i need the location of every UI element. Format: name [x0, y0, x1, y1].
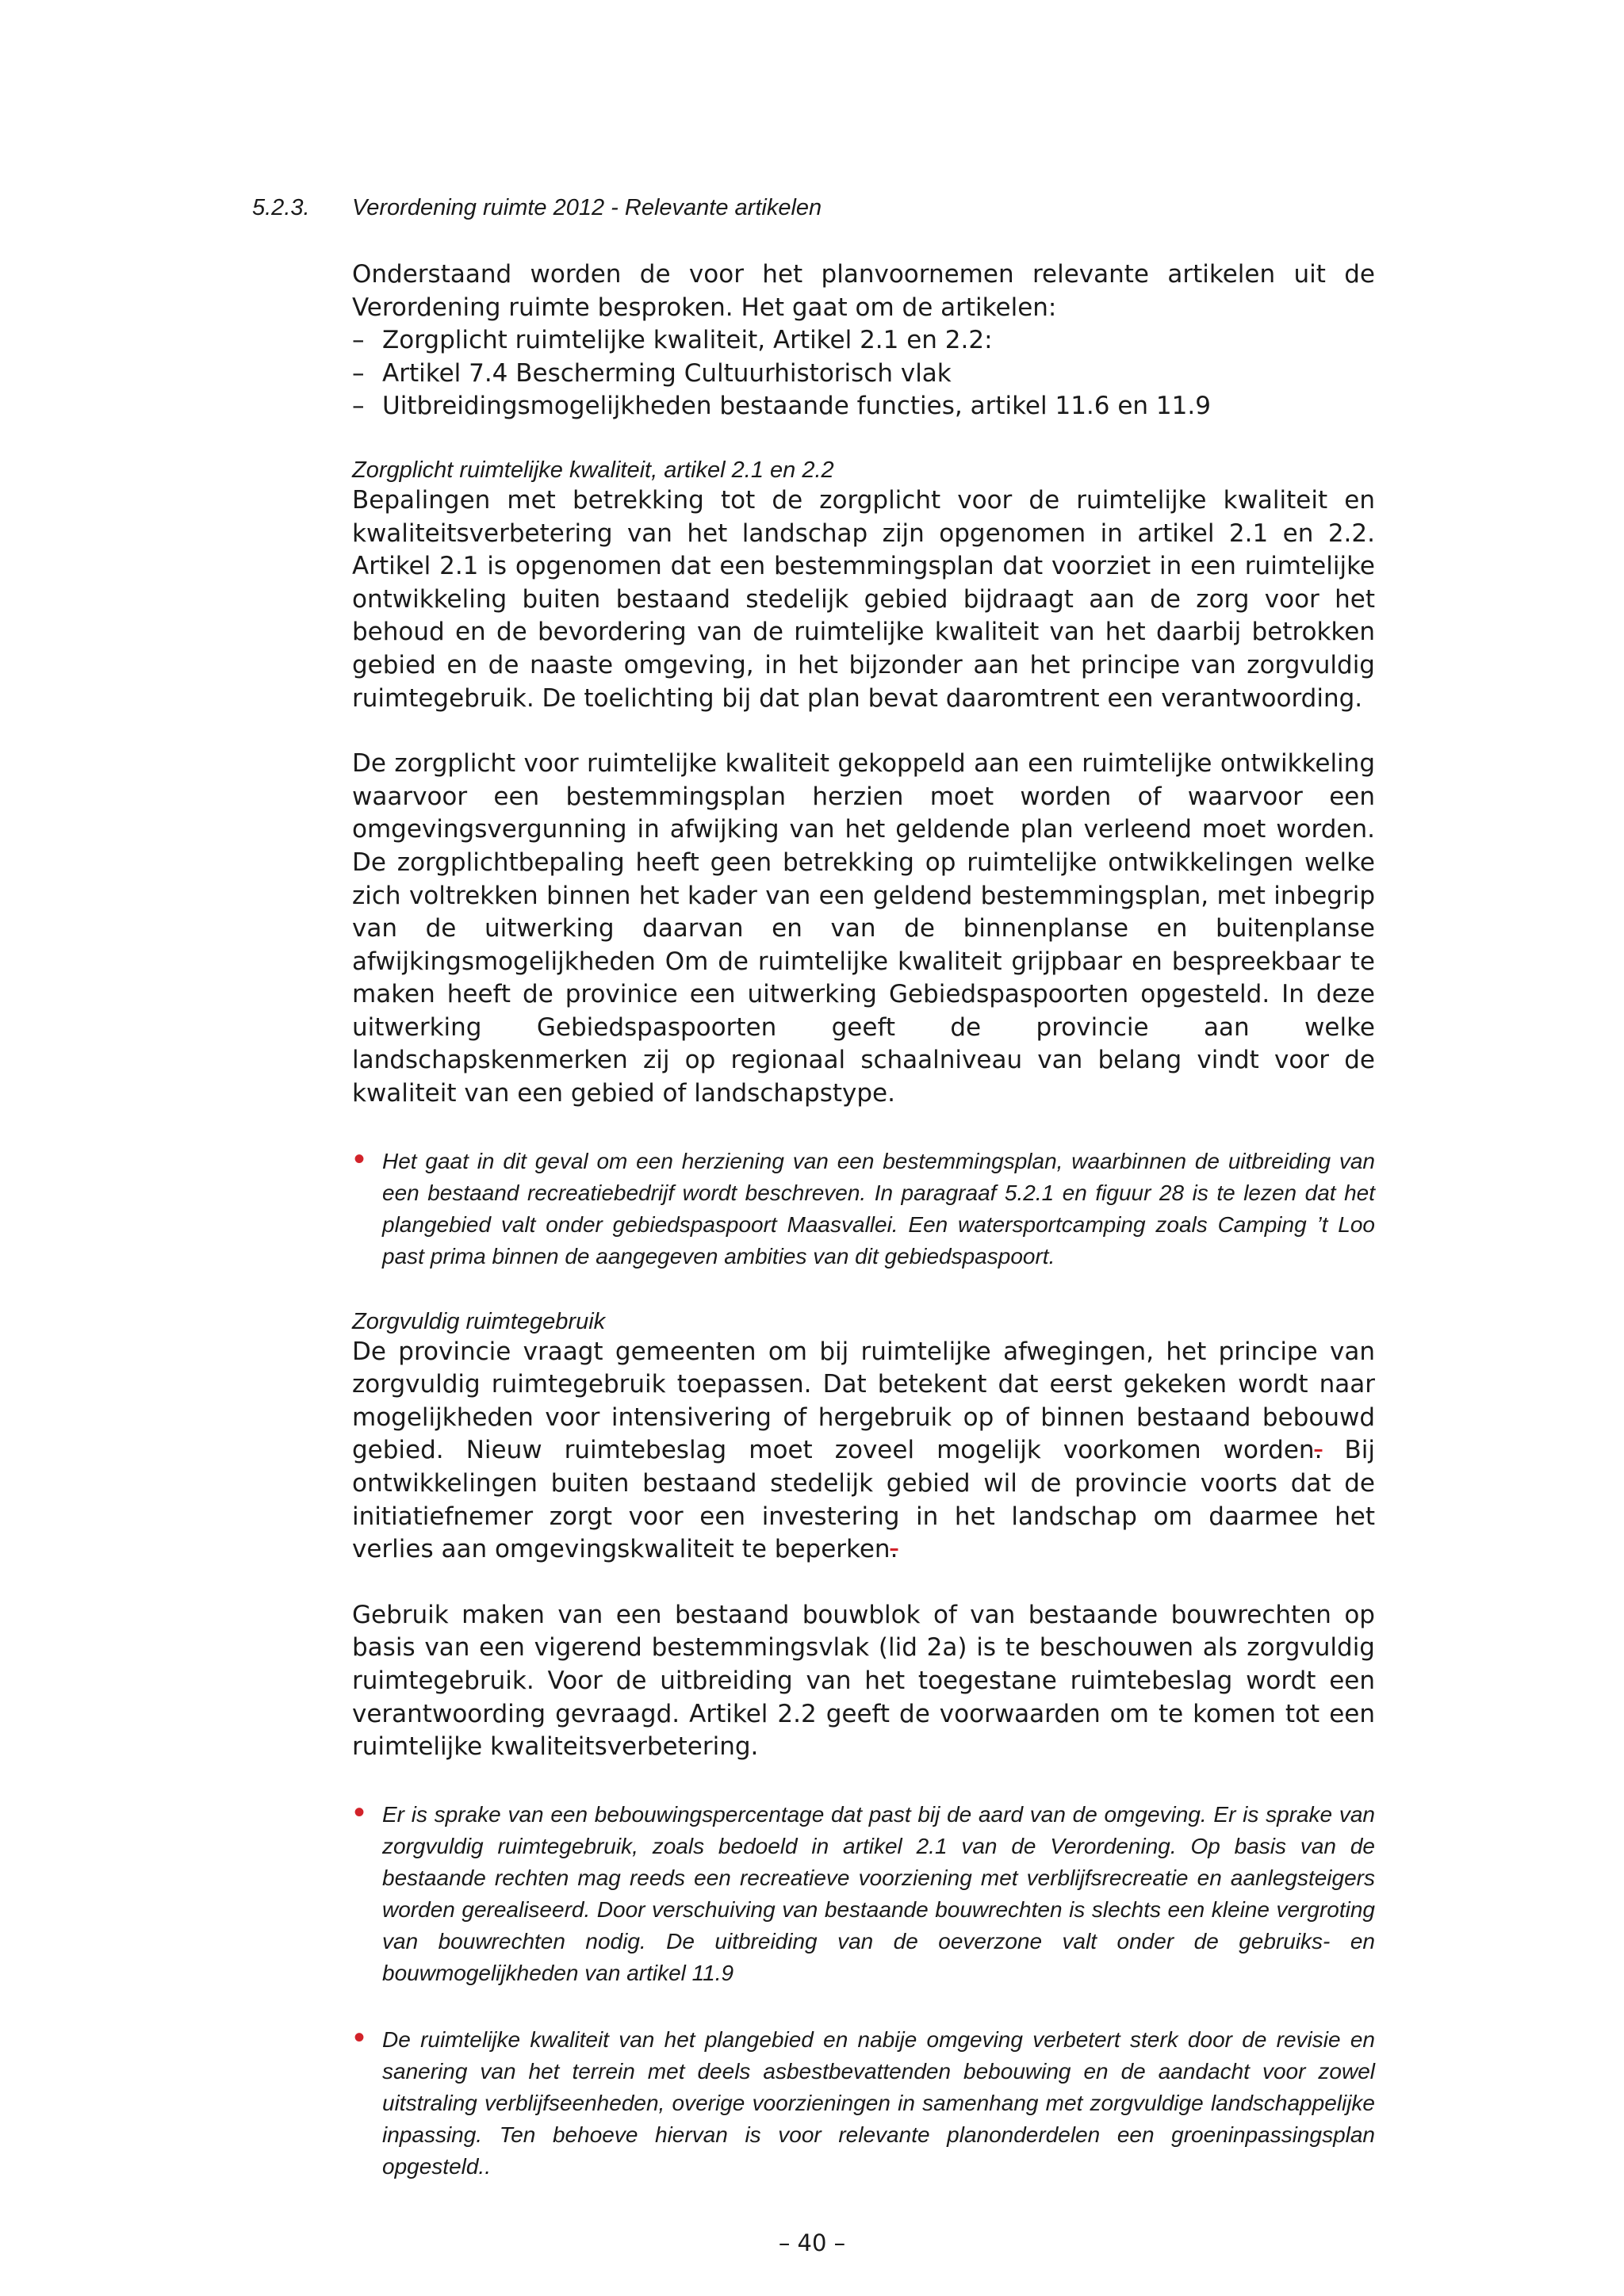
struck-punctuation: . — [890, 1535, 898, 1564]
bullet-note — [352, 2019, 1375, 2183]
bullet-text: Het gaat in dit geval om een herziening van een bestemmingsplan, waarbinnen de uitbreiding van een bestaand recreatiebedrijf wordt beschreven. In paragraaf 5.2.1 en figuur 28 is te lezen dat het plangebied valt onder gebiedspaspoort Maasvallei. Een watersportcamping zoals Camping ’t Loo past prima binnen de aangegeven ambities van dit gebiedspaspoort. — [382, 1148, 1375, 1269]
main-content — [352, 258, 1375, 2183]
paragraph-zorgplicht-1: Bepalingen met betrekking tot de zorgplicht voor de ruimtelijke kwaliteit en kwaliteitsverbetering van het landschap zijn opgenomen in artikel 2.1 en 2.2. Artikel 2.1 is opgenomen dat een bestemmingsplan dat voorziet in een ruimtelijke ontwikkeling buiten bestaand stedelijk gebied bijdraagt aan de zorg voor het behoud en de bevordering van de ruimtelijke kwaliteit van het daarbij betrokken gebied en de naaste omgeving, in het bijzonder aan het principe van zorgvuldig ruimtegebruik. De toelichting bij dat plan bevat daaromtrent een verantwoording. — [352, 485, 1375, 713]
spacer — [352, 715, 1375, 748]
bullet-dot-icon: • — [354, 1141, 366, 1177]
subheading-zorgvuldig: Zorgvuldig ruimtegebruik — [352, 1308, 606, 1334]
article-list — [352, 324, 1375, 423]
paragraph-zorgvuldig-2: Gebruik maken van een bestaand bouwblok of van bestaande bouwrechten op basis van een vigerend bestemmingsvlak (lid 2a) is te beschouwen als zorgvuldig ruimtegebruik. Voor de uitbreiding van het toegestane ruimtebeslag wordt een verantwoording gevraagd. Artikel 2.2 geeft de voorwaarden om te komen tot een ruimtelijke kwaliteitsverbetering. — [352, 1600, 1375, 1762]
list-item: – Zorgplicht ruimtelijke kwaliteit, Artikel 2.1 en 2.2: — [352, 324, 1375, 358]
spacer — [352, 1567, 1375, 1599]
bullet-text: De ruimtelijke kwaliteit van het plangebied en nabije omgeving verbetert sterk door de revisie en sanering van het terrein met deels asbestbevattenden bebouwing en de aandacht voor zowel uitstraling verblijfseenheden, overige voorzieningen in samenhang met zorgvuldige landschappelijke inpassing. Ten behoeve hiervan is voor relevante planonderdelen een groeninpassingsplan opgesteld.. — [382, 2026, 1375, 2179]
list-item: – Artikel 7.4 Bescherming Cultuurhistorisch vlak — [352, 358, 1375, 391]
struck-punctuation: . — [1314, 1436, 1323, 1465]
bullet-dot-icon: • — [354, 1794, 366, 1830]
bullet-note — [352, 1794, 1375, 1989]
page-number: – 40 – — [778, 2229, 846, 2256]
section-title: Verordening ruimte 2012 - Relevante artikelen — [352, 195, 822, 220]
list-item: – Uitbreidingsmogelijkheden bestaande functies, artikel 11.6 en 11.9 — [352, 390, 1375, 423]
paragraph-text: Bij ontwikkelingen buiten bestaand stedelijk gebied wil de provincie voorts dat de initiatiefnemer zorgt voor een investering in het landschap om daarmee het verlies aan omgevingskwaliteit te beperken — [352, 1436, 1375, 1564]
subheading-zorgplicht: Zorgplicht ruimtelijke kwaliteit, artikel 2.1 en 2.2 — [352, 457, 834, 483]
paragraph-zorgvuldig-1 — [352, 1336, 1375, 1567]
bullet-note — [352, 1141, 1375, 1272]
bullet-dot-icon: • — [354, 2019, 366, 2055]
paragraph-zorgplicht-2: De zorgplicht voor ruimtelijke kwaliteit gekoppeld aan een ruimtelijke ontwikkeling waarvoor een bestemmingsplan herzien moet worden of waarvoor een omgevingsvergunning in afwijking van het geldende plan verleend moet worden. De zorgplichtbepaling heeft geen betrekking op ruimtelijke ontwikkelingen welke zich voltrekken binnen het kader van een geldend bestemmingsplan, met inbegrip van de uitwerking daarvan en van de binnenplanse en buitenplanse afwijkingsmogelijkheden Om de ruimtelijke kwaliteit grijpbaar en bespreekbaar te maken heeft de provinice een uitwerking Gebiedspaspoorten opgesteld. In deze uitwerking Gebiedspaspoorten geeft de provincie aan welke landschapskenmerken zij op regionaal schaalniveau van belang vindt voor de kwaliteit van een gebied of landschapstype. — [352, 749, 1375, 1108]
intro-paragraph: Onderstaand worden de voor het planvoornemen relevante artikelen uit de Verordening ruimte besproken. Het gaat om de artikelen: — [352, 260, 1375, 322]
paragraph-text: De provincie vraagt gemeenten om bij ruimtelijke afwegingen, het principe van zorgvuldig ruimtegebruik toepassen. Dat betekent dat eerst gekeken wordt naar mogelijkheden voor intensivering of hergebruik op of binnen bestaand bebouwd gebied. Nieuw ruimtebeslag moet zoveel mogelijk voorkomen worden — [352, 1337, 1375, 1465]
section-heading — [252, 195, 822, 221]
bullet-text: Er is sprake van een bebouwingspercentage dat past bij de aard van de omgeving. Er is sprake van zorgvuldig ruimtegebruik, zoals bedoeld in artikel 2.1 van de Verordening. Op basis van de bestaande rechten mag reeds een recreatieve voorziening met verblijfsrecreatie en aanlegsteigers worden gerealiseerd. Door verschuiving van bestaande bouwrechten is slechts een kleine vergroting van bouwrechten nodig. De uitbreiding van de oeverzone valt onder de gebruiks- en bouwmogelijkheden van artikel 11.9 — [382, 1801, 1375, 1985]
section-number: 5.2.3. — [252, 195, 310, 220]
